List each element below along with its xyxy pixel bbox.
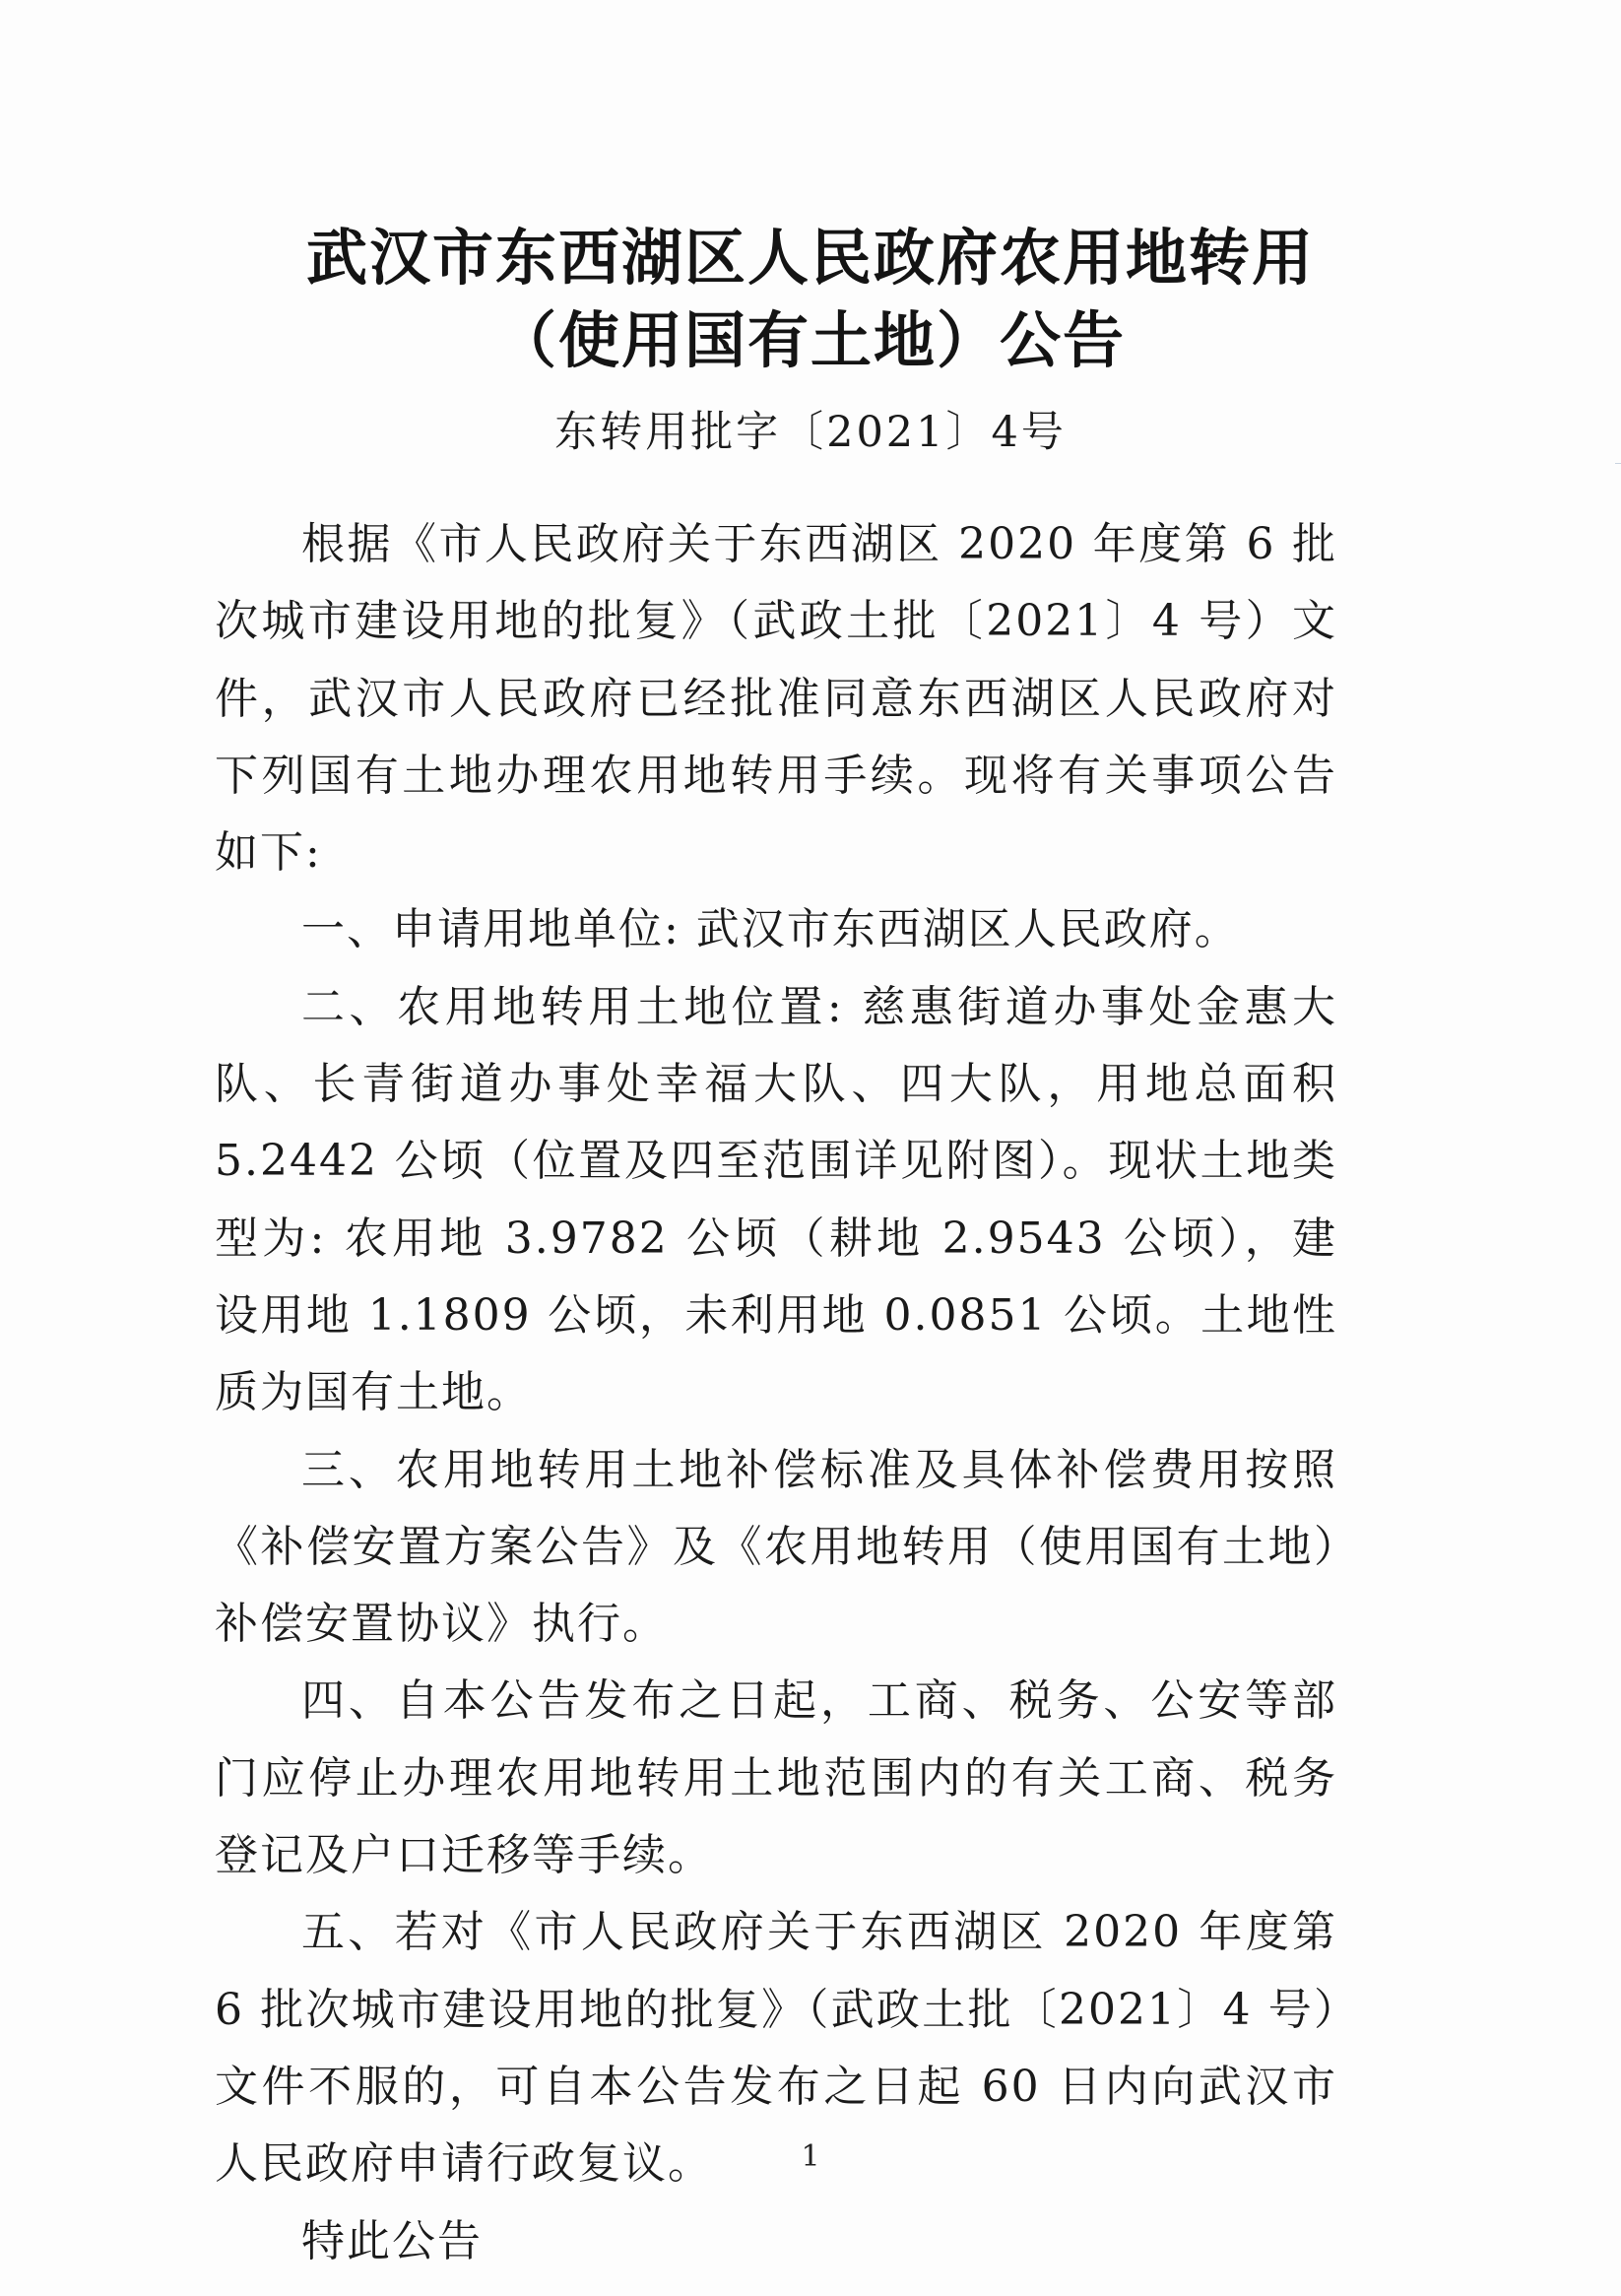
paragraph-item-3: 三、农用地转用土地补偿标准及具体补偿费用按照《补偿安置方案公告》及《农用地转用（使用国有土地）补偿安置协议》执行。 (215, 1444, 1337, 1650)
document-title-line-2: （使用国有土地）公告 (494, 304, 1126, 376)
paragraph-item-1: 一、申请用地单位: 武汉市东西湖区人民政府。 (301, 904, 1240, 955)
document-number: 东转用批字〔2021〕4号 (554, 408, 1067, 457)
document-title-line-1: 武汉市东西湖区人民政府农用地转用 (305, 222, 1315, 294)
scan-edge-mark (1615, 463, 1621, 464)
paragraph-item-5: 五、若对《市人民政府关于东西湖区 2020 年度第 6 批次城市建设用地的批复》（武政土批〔2021〕4 号）文件不服的，可自本公告发布之日起 60 日内向武汉市人民政府申请行政复议。 (215, 1907, 1337, 2190)
closing-line: 特此公告 (301, 2215, 483, 2266)
page-number: 1 (801, 2139, 820, 2174)
document-body (215, 506, 1337, 2280)
paragraph-intro: 根据《市人民政府关于东西湖区 2020 年度第 6 批次城市建设用地的批复》（武政土批〔2021〕4 号）文件，武汉市人民政府已经批准同意东西湖区人民政府对下列国有土地办理农用地转用手续。现将有关事项公告如下: (215, 519, 1337, 879)
paragraph-item-2: 二、农用地转用土地位置: 慈惠街道办事处金惠大队、长青街道办事处幸福大队、四大队，用地总面积 5.2442 公顷（位置及四至范围详见附图）。现状土地类型为: 农用地 3.9782 公顷（耕地 2.9543 公顷），建设用地 1.1809 公顷，未利用地 0.0851 公顷。土地性质为国有土地。 (215, 981, 1337, 1418)
paragraph-item-4: 四、自本公告发布之日起，工商、税务、公安等部门应停止办理农用地转用土地范围内的有关工商、税务登记及户口迁移等手续。 (215, 1675, 1337, 1881)
